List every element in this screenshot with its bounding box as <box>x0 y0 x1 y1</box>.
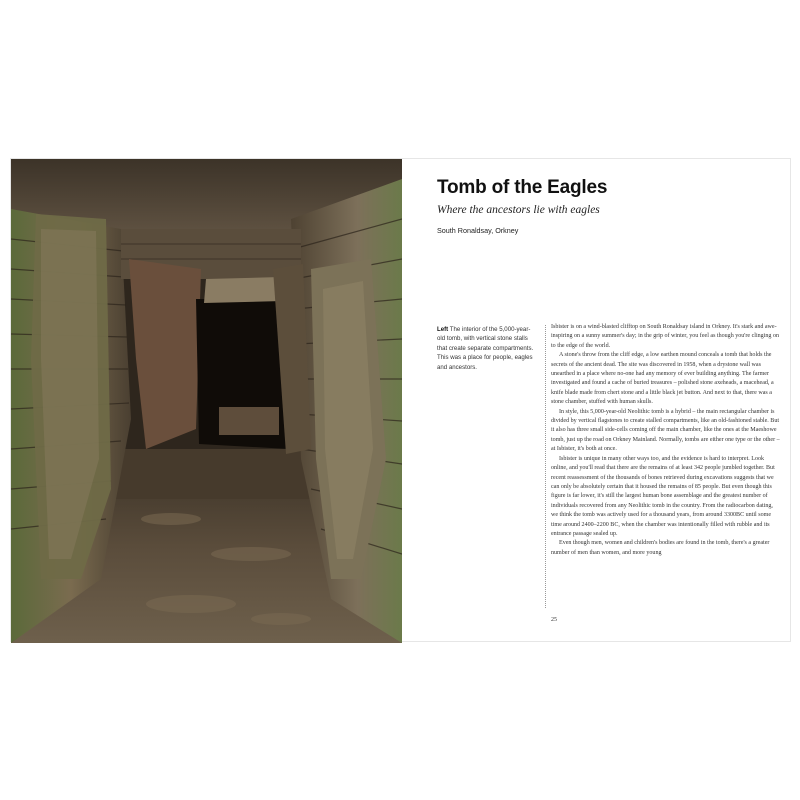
location-label: South Ronaldsay, Orkney <box>437 226 519 235</box>
right-page <box>402 159 792 643</box>
photo-caption <box>437 325 537 372</box>
caption-lead: Left <box>437 326 449 333</box>
tomb-interior-photo <box>11 159 402 643</box>
book-spread <box>10 158 791 642</box>
body-paragraph: Isbister is on a wind-blasted clifftop on South Ronaldsay island in Orkney. It's stark and awe-inspiring on a sunny summer's day; in the grip of winter, you feel as though you're clinging on to the edge of the world. <box>551 324 779 349</box>
body-paragraph: In style, this 5,000-year-old Neolithic tomb is a hybrid – the main rectangular chamber is divided by vertical flagstones to create stalled compartments, like an old-fashioned stable. But it also has three small side-cells coming off the main chamber, like the ones at the Maeshowe tomb, just up the road on Orkney Mainland. Normally, tombs are either one type or the other – at Isbister, it's both at once. <box>551 408 780 453</box>
page-subtitle: Where the ancestors lie with eagles <box>437 204 600 216</box>
page-number: 25 <box>551 617 557 623</box>
body-paragraph: Even though men, women and children's bodies are found in the tomb, there's a greater number of men than women, and more young <box>551 540 770 556</box>
body-text <box>551 323 781 558</box>
column-divider <box>545 325 546 608</box>
page-title: Tomb of the Eagles <box>437 177 608 198</box>
body-paragraph: Isbister is unique in many other ways too, and the evidence is hard to interpret. Look online, and you'll read that there are the remains of at least 342 people jumbled together. But recent reassessment of the thousands of bones retrieved during excavations suggests that we can only be absolutely certain that it housed the remains of 85 people. But even though this figure is far lower, it's still the largest human bone assemblage and the greatest number of individuals recovered from any Neolithic tomb in the country. From the radiocarbon dating, we think the tomb was actively used for a thousand years, from around 3300BC until some time around 2400–2200 BC, when the chamber was intentionally filled with rubble and its entrance passage sealed up. <box>551 455 775 537</box>
body-paragraph: A stone's throw from the cliff edge, a low earthen mound conceals a tomb that holds the secrets of the ancient dead. The site was discovered in 1958, when a drystone wall was unearthed in a place where no-one had any memory of ever building anything. The farmer investigated and found a cache of buried treasures – polished stone axeheads, a macehead, a knife blade made from chert stone and a little black jet button. And next to that, there was a stone chamber, stuffed with human skulls. <box>551 352 774 406</box>
tomb-interior-image <box>11 159 402 643</box>
caption-text: The interior of the 5,000-year-old tomb, with vertical stone stalls that create separate compartments. This was a place for people, eagles and ancestors. <box>437 326 534 371</box>
